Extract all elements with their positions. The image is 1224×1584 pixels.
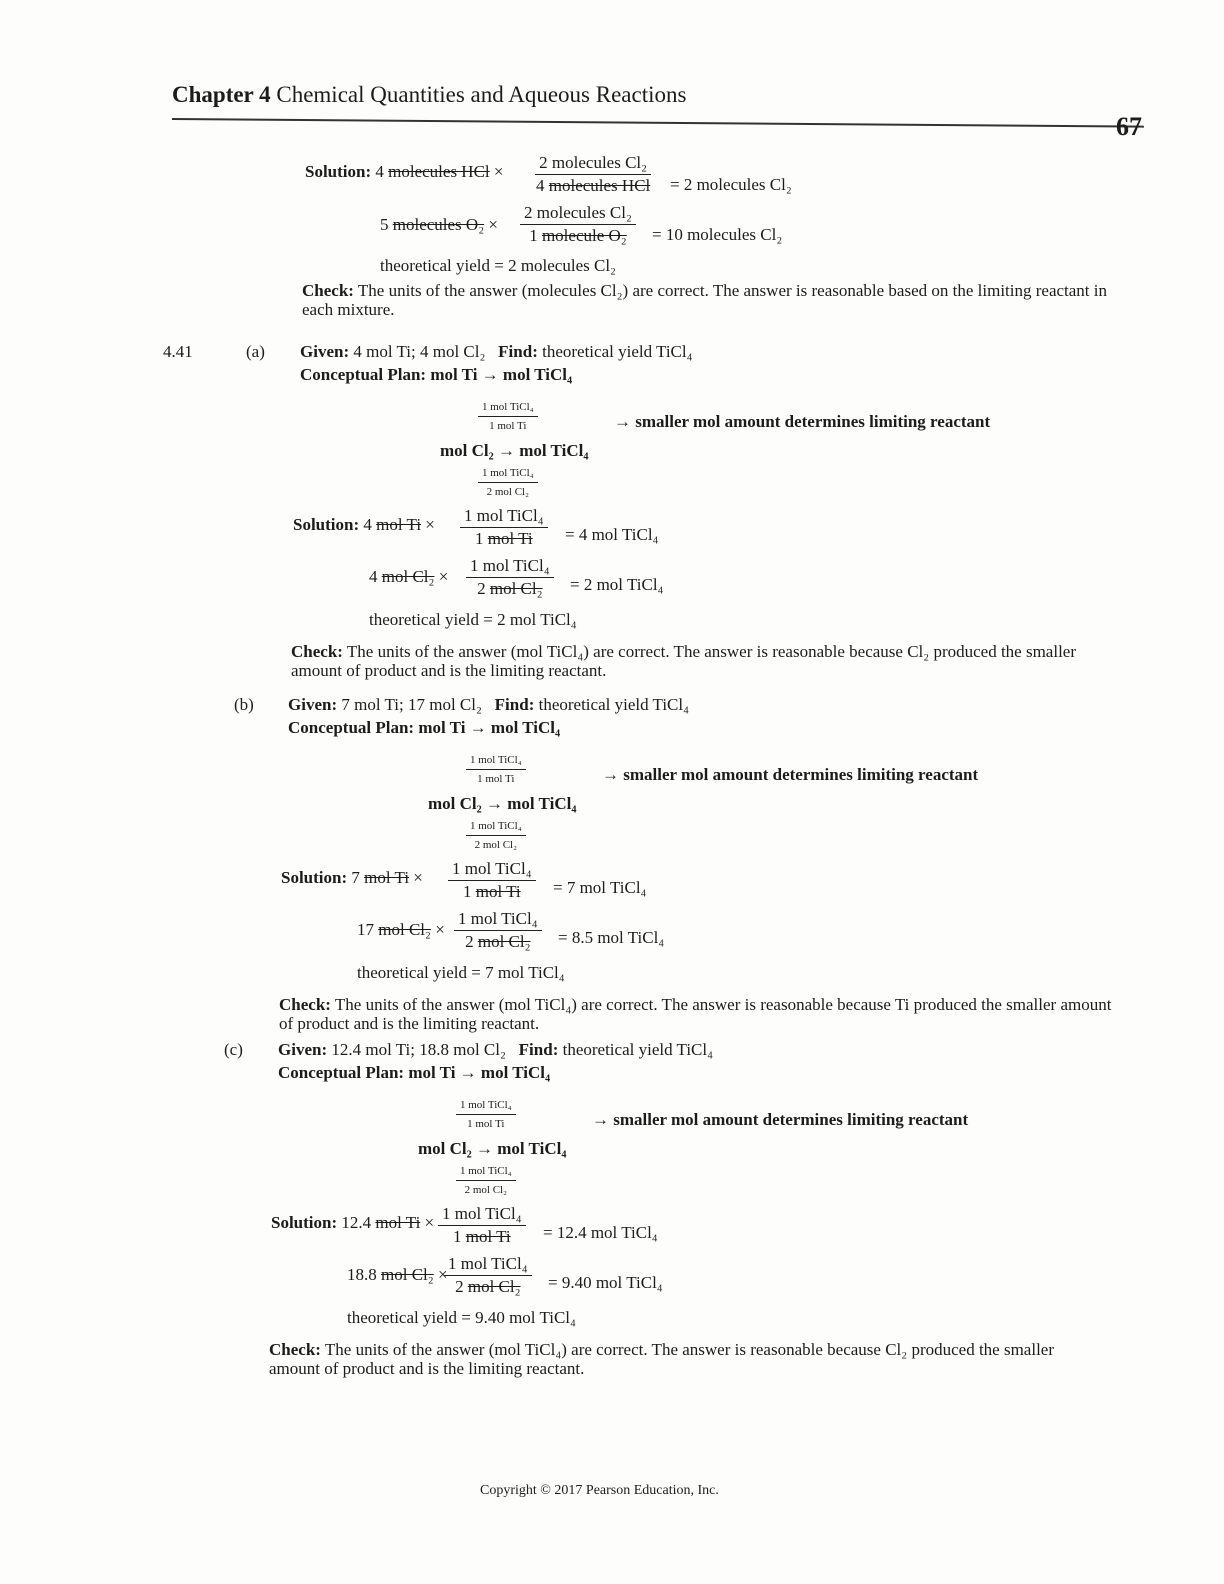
fraction-denominator-number: 2 (477, 579, 486, 598)
fraction-numerator: 2 molecules Cl₂ (520, 202, 636, 225)
fraction-denominator: 2 mol Cl₂ (464, 1184, 507, 1196)
fraction-denominator: 1 mol Ti (489, 420, 527, 432)
find-value: theoretical yield TiCl₄ (562, 1040, 714, 1059)
chapter-title: Chemical Quantities and Aqueous Reactions (276, 82, 687, 107)
solution-line-1: Solution: 7 mol Ti × (281, 868, 423, 887)
check-paragraph (291, 642, 1131, 680)
fraction-denominator-number: 1 (474, 529, 484, 548)
fraction-numerator: 1 mol TiCl₄ (444, 1253, 532, 1276)
fraction-numerator: 1 mol TiCl₄ (454, 908, 542, 931)
cancelled-unit: molecule O₂ (541, 226, 627, 245)
fraction-numerator: 1 mol TiCl₄ (460, 505, 548, 528)
intro-result-1: = 2 molecules Cl₂ (670, 175, 792, 194)
solution-result-1: = 12.4 mol TiCl₄ (543, 1223, 658, 1242)
intro-solution-line1: Solution: 4 molecules HCl × (305, 162, 504, 181)
plan-step-2: mol Cl₂ → mol TiCl₄ (418, 1139, 567, 1158)
check-label: Check: (291, 642, 343, 661)
solution-fraction-1 (438, 1203, 526, 1248)
fraction-numerator: 1 mol TiCl₄ (466, 751, 526, 770)
cancelled-unit: molecules HCl (548, 176, 651, 195)
cancelled-unit: mol Cl₂ (489, 579, 543, 598)
solution-fraction-2 (444, 1253, 532, 1298)
fraction-denominator-number: 2 (465, 932, 474, 951)
cancelled-unit: molecules O₂ (392, 215, 485, 234)
plan-note: → smaller mol amount determines limiting reactant (592, 1110, 969, 1129)
cancelled-unit: mol Ti (475, 882, 521, 901)
cancelled-unit: mol Cl₂ (467, 1277, 521, 1296)
plan-fraction-1 (466, 751, 526, 788)
fraction-denominator-number: 4 (536, 176, 545, 195)
fraction-numerator: 1 mol TiCl₄ (448, 858, 536, 881)
page-number: 67 (1116, 112, 1142, 141)
part-label: (a) (246, 342, 265, 361)
given-line (278, 1040, 713, 1060)
solution-fraction-2 (466, 555, 554, 600)
plan-step-2: mol Cl₂ → mol TiCl₄ (428, 794, 577, 813)
fraction-numerator: 1 mol TiCl₄ (456, 1162, 516, 1181)
cancelled-unit: mol Ti (375, 1213, 421, 1232)
plan-fraction-1 (456, 1096, 516, 1133)
theoretical-yield: theoretical yield = 9.40 mol TiCl₄ (347, 1308, 576, 1327)
fraction-denominator-number: 1 (462, 882, 472, 901)
plan-step-1: mol Ti → mol TiCl₄ (430, 365, 573, 384)
intro-fraction-2 (520, 202, 636, 247)
check-label: Check: (279, 995, 331, 1014)
plan-step-1: mol Ti → mol TiCl₄ (418, 718, 561, 737)
solution-label: Solution: (305, 162, 372, 181)
conceptual-plan-line (278, 1063, 550, 1083)
plan-note: → smaller mol amount determines limiting reactant (602, 765, 979, 784)
solution-line-1: Solution: 4 mol Ti × (293, 515, 435, 534)
given-value: 4 mol Ti; 4 mol Cl₂ (353, 342, 486, 361)
cancelled-unit: mol Cl₂ (477, 932, 531, 951)
start-amount: 7 (351, 868, 360, 887)
cancelled-unit: mol Ti (465, 1227, 511, 1246)
solution-line-2: 4 mol Cl₂ × (369, 567, 449, 586)
cancelled-unit: mol Ti (376, 515, 422, 534)
solution-line-2: 17 mol Cl₂ × (357, 920, 445, 939)
given-label: Given: (300, 342, 350, 361)
cancelled-unit: mol Cl₂ (378, 920, 431, 939)
plan-fraction-2 (466, 817, 526, 854)
start-amount: 18.8 (347, 1265, 377, 1284)
solution-result-2: = 8.5 mol TiCl₄ (558, 928, 665, 947)
start-amount: 12.4 (341, 1213, 372, 1232)
plan-step-1: mol Ti → mol TiCl₄ (408, 1063, 551, 1082)
fraction-denominator-number: 1 (529, 226, 538, 245)
start-amount: 4 (375, 162, 384, 181)
solution-label: Solution: (293, 515, 360, 534)
solution-result-1: = 4 mol TiCl₄ (565, 525, 659, 544)
plan-step-2: mol Cl₂ → mol TiCl₄ (440, 441, 589, 460)
conceptual-plan-line (300, 365, 572, 385)
theoretical-yield: theoretical yield = 7 mol TiCl₄ (357, 963, 565, 982)
intro-result-2: = 10 molecules Cl₂ (652, 225, 783, 244)
plan-fraction-1 (478, 398, 538, 435)
chapter-number: Chapter 4 (172, 82, 271, 107)
find-value: theoretical yield TiCl₄ (542, 342, 693, 361)
plan-note: → smaller mol amount determines limiting reactant (614, 412, 991, 431)
check-label: Check: (269, 1340, 321, 1359)
fraction-numerator: 1 mol TiCl₄ (478, 398, 538, 417)
start-amount: 4 (369, 567, 378, 586)
problem-number: 4.41 (163, 342, 193, 361)
cancelled-unit: mol Ti (364, 868, 410, 887)
given-label: Given: (288, 695, 338, 714)
fraction-denominator: 2 mol Cl₂ (486, 486, 529, 498)
conceptual-plan-line (288, 718, 560, 738)
fraction-numerator: 1 mol TiCl₄ (456, 1096, 516, 1115)
find-label: Find: (518, 1040, 559, 1059)
start-amount: 5 (380, 215, 389, 234)
plan-fraction-2 (456, 1162, 516, 1199)
part-label: (c) (224, 1040, 243, 1059)
fraction-denominator: 1 mol Ti (477, 773, 515, 785)
fraction-numerator: 1 mol TiCl₄ (478, 464, 538, 483)
solution-result-2: = 9.40 mol TiCl₄ (548, 1273, 663, 1292)
solution-label: Solution: (281, 868, 348, 887)
plan-label: Conceptual Plan: (300, 365, 427, 384)
check-text: The units of the answer (mol TiCl₄) are correct. The answer is reasonable because Cl₂ produced the smaller amount of product and is the limiting reactant. (269, 1340, 1054, 1378)
solution-label: Solution: (271, 1213, 338, 1232)
fraction-denominator-number: 2 (455, 1277, 464, 1296)
given-line (288, 695, 689, 715)
fraction-numerator: 1 mol TiCl₄ (466, 555, 554, 578)
given-label: Given: (278, 1040, 328, 1059)
check-text: The units of the answer (molecules Cl₂) are correct. The answer is reasonable based on the limiting reactant in each mixture. (302, 281, 1108, 319)
intro-solution-line2: 5 molecules O₂ × (380, 215, 498, 234)
fraction-numerator: 1 mol TiCl₄ (438, 1203, 526, 1226)
cancelled-unit: mol Cl₂ (381, 1265, 434, 1284)
check-text: The units of the answer (mol TiCl₄) are correct. The answer is reasonable because Ti produced the smaller amount of product and is the limiting reactant. (279, 995, 1112, 1033)
given-line (300, 342, 693, 362)
copyright-footer: Copyright © 2017 Pearson Education, Inc. (480, 1483, 719, 1498)
cancelled-unit: mol Ti (487, 529, 533, 548)
fraction-denominator: 2 mol Cl₂ (474, 839, 517, 851)
plan-label: Conceptual Plan: (288, 718, 415, 737)
given-value: 7 mol Ti; 17 mol Cl₂ (341, 695, 482, 714)
intro-check (302, 281, 1142, 319)
solution-line-2: 18.8 mol Cl₂ × (347, 1265, 448, 1284)
find-value: theoretical yield TiCl₄ (538, 695, 690, 714)
fraction-numerator: 2 molecules Cl₂ (535, 152, 651, 175)
check-text: The units of the answer (mol TiCl₄) are correct. The answer is reasonable because Cl₂ produced the smaller amount of product and is the limiting reactant. (291, 642, 1076, 680)
intro-theoretical-yield: theoretical yield = 2 molecules Cl₂ (380, 256, 616, 275)
plan-fraction-2 (478, 464, 538, 501)
find-label: Find: (498, 342, 538, 361)
fraction-denominator-number: 1 (452, 1227, 462, 1246)
plan-label: Conceptual Plan: (278, 1063, 405, 1082)
find-label: Find: (494, 695, 535, 714)
solution-fraction-1 (460, 505, 548, 550)
start-amount: 4 (363, 515, 372, 534)
solution-line-1: Solution: 12.4 mol Ti × (271, 1213, 435, 1232)
start-amount: 17 (357, 920, 374, 939)
fraction-denominator: 1 mol Ti (467, 1118, 505, 1130)
check-paragraph (279, 995, 1119, 1033)
solution-fraction-1 (448, 858, 536, 903)
theoretical-yield: theoretical yield = 2 mol TiCl₄ (369, 610, 577, 629)
part-label: (b) (234, 695, 254, 714)
intro-fraction-1 (532, 152, 654, 197)
fraction-numerator: 1 mol TiCl₄ (466, 817, 526, 836)
check-label: Check: (302, 281, 354, 300)
cancelled-unit: molecules HCl (388, 162, 490, 181)
cancelled-unit: mol Cl₂ (381, 567, 435, 586)
solution-result-2: = 2 mol TiCl₄ (570, 575, 664, 594)
given-value: 12.4 mol Ti; 18.8 mol Cl₂ (331, 1040, 506, 1059)
solution-fraction-2 (454, 908, 542, 953)
solution-result-1: = 7 mol TiCl₄ (553, 878, 647, 897)
check-paragraph (269, 1340, 1109, 1378)
